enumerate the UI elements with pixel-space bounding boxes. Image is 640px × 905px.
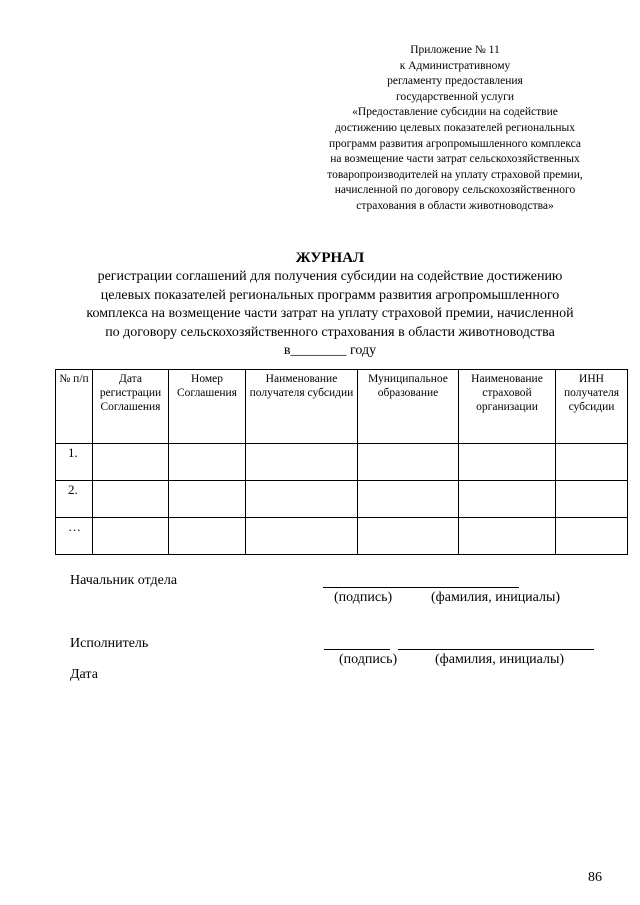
appendix-line: государственной услуги <box>395 90 515 103</box>
appendix-line: достижению целевых показателей региональных <box>335 121 575 134</box>
column-header-insurer: Наименование страховой организации <box>459 370 556 444</box>
column-header-inn: ИНН получателя субсидии <box>556 370 628 444</box>
table-cell <box>246 518 358 555</box>
appendix-line: страхования в области животноводства» <box>356 199 554 212</box>
table-cell <box>169 518 246 555</box>
subheading-line: по договору сельскохозяйственного страхования в области животноводства <box>105 324 555 340</box>
appendix-line: начисленной по договору сельскохозяйственного <box>334 184 576 197</box>
table-cell <box>169 444 246 481</box>
table-cell <box>556 444 628 481</box>
executor-signature-line <box>324 649 390 650</box>
table-cell <box>556 481 628 518</box>
table-cell <box>169 481 246 518</box>
table-cell <box>358 518 459 555</box>
column-header-date: Дата регистрации Соглашения <box>93 370 169 444</box>
journal-heading: ЖУРНАЛ <box>295 250 365 266</box>
subheading-line: в________ году <box>283 343 377 358</box>
table-cell <box>459 444 556 481</box>
table-cell <box>93 444 169 481</box>
table-cell <box>358 481 459 518</box>
appendix-line: Приложение № 11 <box>410 44 500 56</box>
page-number: 86 <box>588 870 602 885</box>
subheading-line: регистрации соглашений для получения субсидии на содействие достижению <box>97 269 563 284</box>
appendix-line: регламенту предоставления <box>387 75 523 88</box>
table-row <box>56 481 628 518</box>
table-cell <box>556 518 628 555</box>
executor-label: Исполнитель <box>70 636 149 651</box>
appendix-block <box>300 43 610 215</box>
appendix-line: к Административному <box>399 59 511 72</box>
column-header-agreement-number: Номер Соглашения <box>169 370 246 444</box>
journal-subheading <box>40 268 620 361</box>
appendix-line: программ развития агропромышленного комплекса <box>328 137 581 150</box>
table-cell <box>93 481 169 518</box>
column-header-recipient: Наименование получателя субсидии <box>246 370 358 444</box>
date-label: Дата <box>70 667 98 682</box>
subheading-line: комплекса на возмещение части затрат на уплату страховой премии, начисленной <box>86 306 574 321</box>
column-header-number: № п/п <box>56 370 93 444</box>
appendix-line: на возмещение части затрат сельскохозяйственных <box>330 153 580 166</box>
table-cell <box>93 518 169 555</box>
table-row <box>56 444 628 481</box>
table-row <box>56 518 628 555</box>
appendix-line: товаропроизводителей на уплату страховой премии, <box>327 168 583 181</box>
head-of-department-label: Начальник отдела <box>70 573 178 588</box>
appendix-line: «Предоставление субсидии на содействие <box>352 106 558 119</box>
head-signature-hint: (подпись) <box>334 590 393 605</box>
column-header-municipality: Муниципальное образование <box>358 370 459 444</box>
row-number: 1. <box>56 444 93 481</box>
executor-name-hint: (фамилия, инициалы) <box>435 652 565 667</box>
journal-table <box>55 369 628 555</box>
executor-signature-hint: (подпись) <box>339 652 398 667</box>
table-header-row <box>56 370 628 444</box>
table-cell <box>358 444 459 481</box>
row-number: … <box>56 518 93 555</box>
table-cell <box>246 481 358 518</box>
head-name-hint: (фамилия, инициалы) <box>431 590 561 605</box>
row-number: 2. <box>56 481 93 518</box>
table-cell <box>246 444 358 481</box>
head-signature-line <box>323 587 519 588</box>
subheading-line: целевых показателей региональных программ развития агропромышленного <box>100 287 560 303</box>
table-cell <box>459 518 556 555</box>
executor-name-line <box>398 649 594 650</box>
table-cell <box>459 481 556 518</box>
